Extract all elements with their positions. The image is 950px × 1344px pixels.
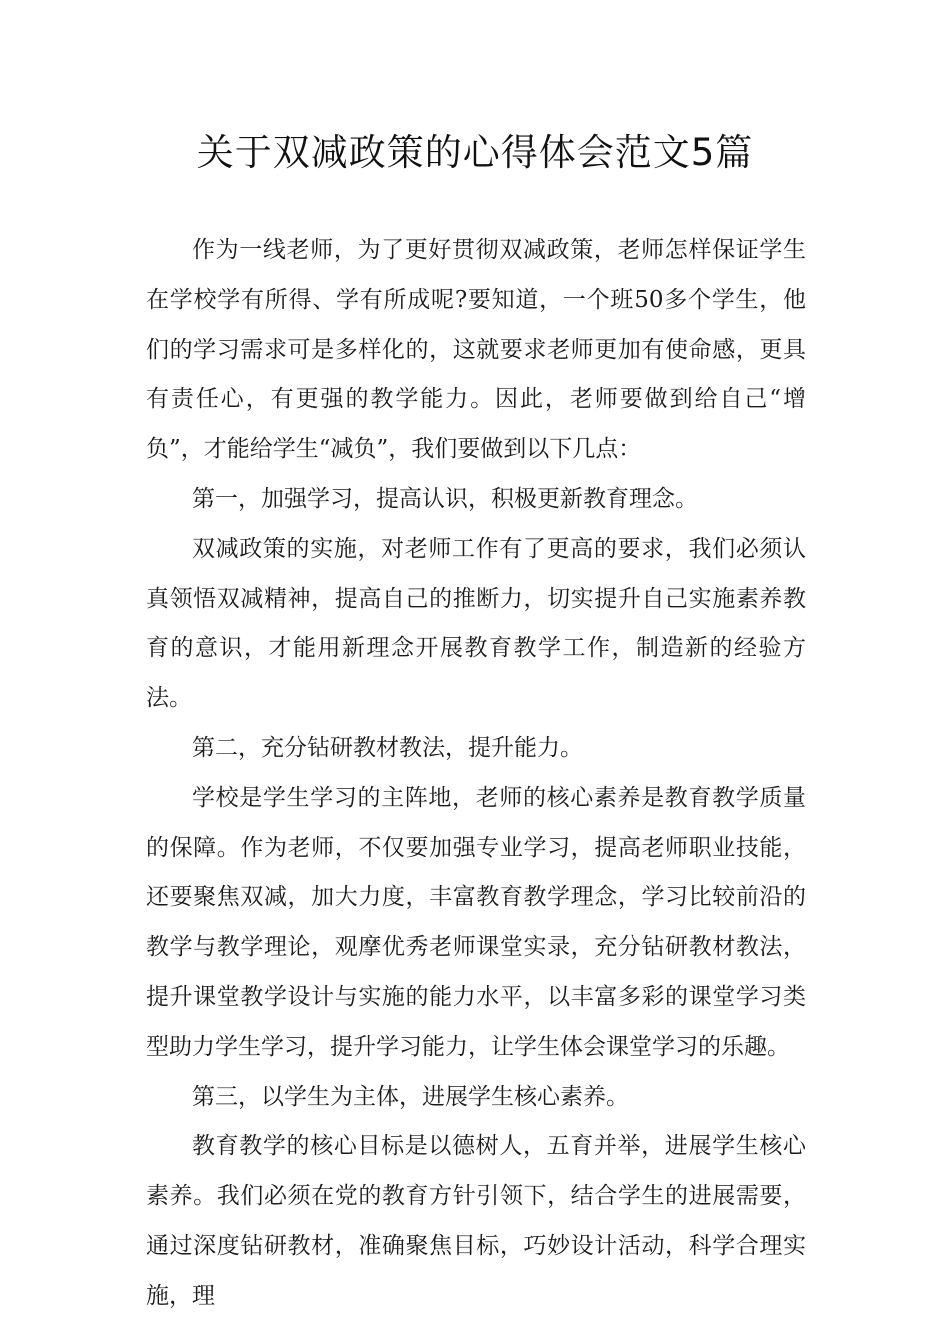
paragraph-intro: 作为一线老师，为了更好贯彻双减政策，老师怎样保证学生在学校学有所得、学有所成呢?要知道，一个班50多个学生，他们的学习需求可是多样化的，这就要求老师更加有使命感，更具有责任心，有更强的教学能力。因此，老师要做到给自己“增负”，才能给学生“减负”，我们要做到以下几点： bbox=[146, 237, 806, 463]
paragraph-point-2-body: 学校是学生学习的主阵地，老师的核心素养是教育教学质量的保障。作为老师，不仅要加强专业学习，提高老师职业技能，还要聚焦双减，加大力度，丰富教育教学理念，学习比较前沿的教学与教学理论，观摩优秀老师课堂实录，充分钻研教材教法，提升课堂教学设计与实施的能力水平，以丰富多彩的课堂学习类型助力学生学习，提升学习能力，让学生体会课堂学习的乐趣。 bbox=[146, 784, 806, 1060]
paragraph-point-3-heading: 第三，以学生为主体，进展学生核心素养。 bbox=[192, 1083, 629, 1110]
paragraph-point-1-heading: 第一，加强学习，提高认识，积极更新教育理念。 bbox=[192, 485, 698, 512]
document-title: 关于双减政策的心得体会范文5篇 bbox=[196, 131, 754, 174]
paragraph-point-3-body: 教育教学的核心目标是以德树人，五育并举，进展学生核心素养。我们必须在党的教育方针引领下，结合学生的进展需要，通过深度钻研教材，准确聚焦目标，巧妙设计活动，科学合理实施，理 bbox=[146, 1133, 806, 1309]
document-body bbox=[146, 226, 806, 1322]
paragraph-point-1-body: 双减政策的实施，对老师工作有了更高的要求，我们必须认真领悟双减精神，提高自己的推断力，切实提升自己实施素养教育的意识，才能用新理念开展教育教学工作，制造新的经验方法。 bbox=[146, 535, 806, 712]
paragraph-point-2-heading: 第二，充分钻研教材教法，提升能力。 bbox=[192, 734, 583, 761]
